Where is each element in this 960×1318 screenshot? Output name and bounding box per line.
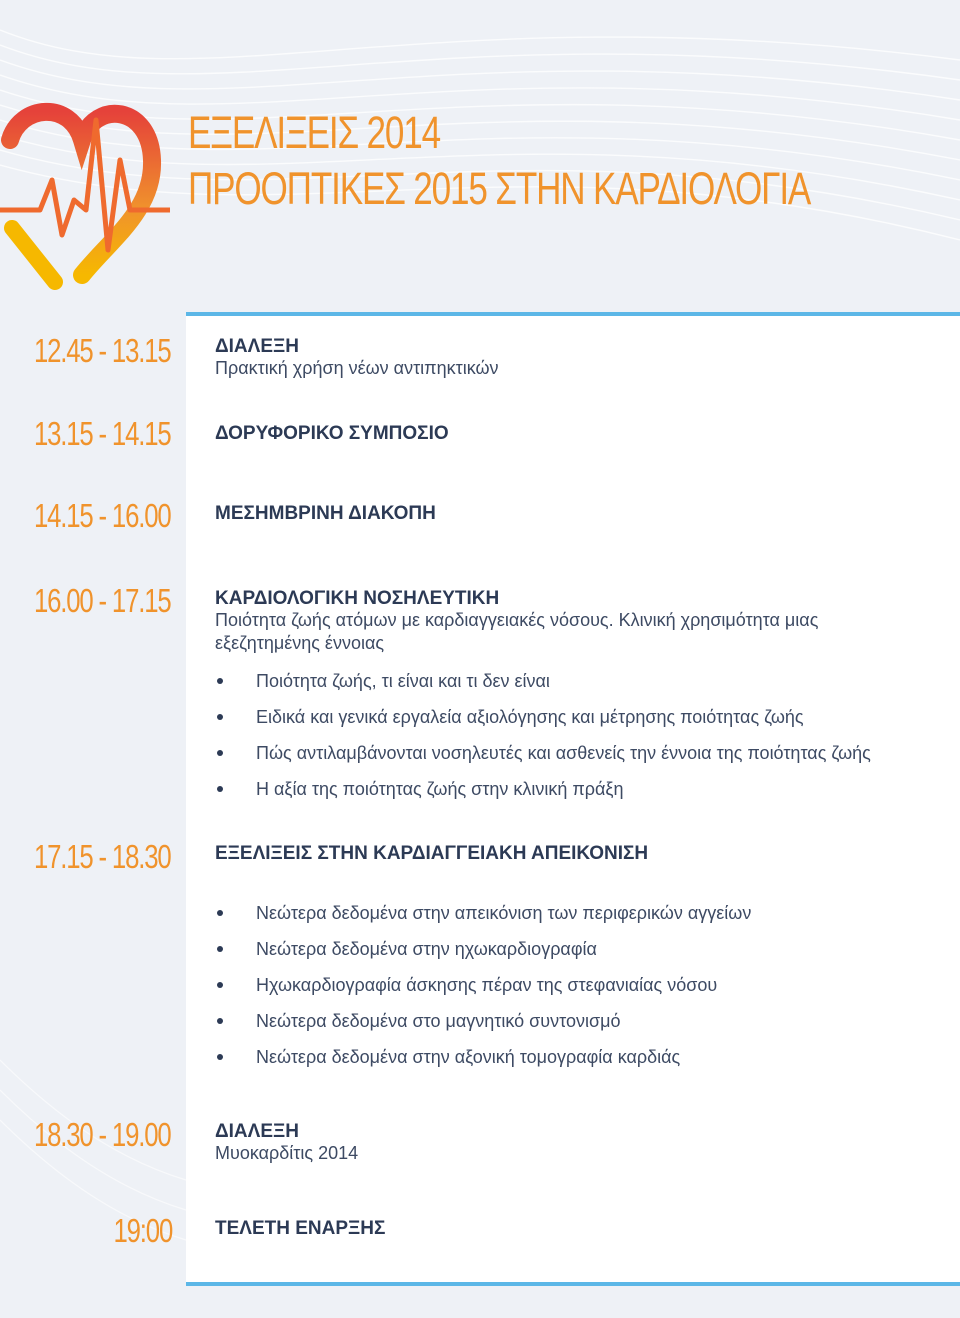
session-time: 18.30 - 19.00 xyxy=(34,1116,171,1153)
session-heading: ΤΕΛΕΤΗ ΕΝΑΡΞΗΣ xyxy=(215,1218,386,1239)
bullet-icon xyxy=(217,1054,223,1060)
list-item-text: Νεώτερα δεδομένα στην αξονική τομογραφία καρδιάς xyxy=(256,1047,681,1067)
bullet-icon xyxy=(217,750,223,756)
session-time: 16.00 - 17.15 xyxy=(34,582,171,619)
list-item-text: Ειδικά και γενικά εργαλεία αξιολόγησης και μέτρησης ποιότητας ζωής xyxy=(256,707,804,727)
session-heading: ΕΞΕΛΙΞΕΙΣ ΣΤΗΝ ΚΑΡΔΙΑΓΓΕΙΑΚΗ ΑΠΕΙΚΟΝΙΣΗ xyxy=(215,843,649,864)
bullet-icon xyxy=(217,982,223,988)
session-subtitle: Ποιότητα ζωής ατόμων με καρδιαγγειακές νόσους. Κλινική χρησιμότητα μιας εξεζητημένης έννοιας xyxy=(215,610,819,653)
session-heading: ΔΟΡΥΦΟΡΙΚΟ ΣΥΜΠΟΣΙΟ xyxy=(215,423,449,444)
list-item-text: Ηχωκαρδιογραφία άσκησης πέραν της στεφανιαίας νόσου xyxy=(256,975,718,995)
list-item xyxy=(215,706,871,742)
list-item-text: Ποιότητα ζωής, τι είναι και τι δεν είναι xyxy=(256,671,550,691)
bullet-icon xyxy=(217,678,223,684)
list-item xyxy=(215,902,751,938)
list-item xyxy=(215,938,751,974)
list-item-text: Νεώτερα δεδομένα στην ηχωκαρδιογραφία xyxy=(256,939,597,959)
session-time: 17.15 - 18.30 xyxy=(34,838,171,875)
session-subtitle: Πρακτική χρήση νέων αντιπηκτικών xyxy=(215,358,499,378)
list-item xyxy=(215,1046,751,1082)
list-item xyxy=(215,1010,751,1046)
title-line-2: ΠΡΟΟΠΤΙΚΕΣ 2015 ΣΤΗΝ ΚΑΡΔΙΟΛΟΓΙΑ xyxy=(188,163,811,214)
session-heading: ΚΑΡΔΙΟΛΟΓΙΚΗ ΝΟΣΗΛΕΥΤΙΚΗ xyxy=(215,588,500,609)
session-time: 14.15 - 16.00 xyxy=(34,497,171,534)
title-line-1: ΕΞΕΛΙΞΕΙΣ 2014 xyxy=(188,107,440,158)
list-item xyxy=(215,742,871,778)
session-heading: ΔΙΑΛΕΞΗ xyxy=(215,1121,299,1142)
bullet-list xyxy=(215,902,751,1082)
list-item-text: Η αξία της ποιότητας ζωής στην κλινική πράξη xyxy=(256,779,624,799)
list-item xyxy=(215,670,871,706)
bullet-icon xyxy=(217,1018,223,1024)
session-heading: ΜΕΣΗΜΒΡΙΝΗ ΔΙΑΚΟΠΗ xyxy=(215,503,436,524)
list-item-text: Νεώτερα δεδομένα στην απεικόνιση των περιφερικών αγγείων xyxy=(256,903,752,923)
bullet-list xyxy=(215,670,871,814)
bullet-icon xyxy=(217,786,223,792)
session-time: 13.15 - 14.15 xyxy=(34,415,171,452)
list-item-text: Πώς αντιλαμβάνονται νοσηλευτές και ασθενείς την έννοια της ποιότητας ζωής xyxy=(256,743,871,763)
list-item xyxy=(215,778,871,814)
list-item-text: Νεώτερα δεδομένα στο μαγνητικό συντονισμό xyxy=(256,1011,621,1031)
bullet-icon xyxy=(217,946,223,952)
bullet-icon xyxy=(217,714,223,720)
session-time: 19:00 xyxy=(113,1212,172,1249)
session-heading: ΔΙΑΛΕΞΗ xyxy=(215,336,299,357)
heart-ecg-logo xyxy=(0,100,170,300)
session-time: 12.45 - 13.15 xyxy=(34,332,171,369)
bullet-icon xyxy=(217,910,223,916)
session-subtitle: Μυοκαρδίτις 2014 xyxy=(215,1143,359,1163)
list-item xyxy=(215,974,751,1010)
